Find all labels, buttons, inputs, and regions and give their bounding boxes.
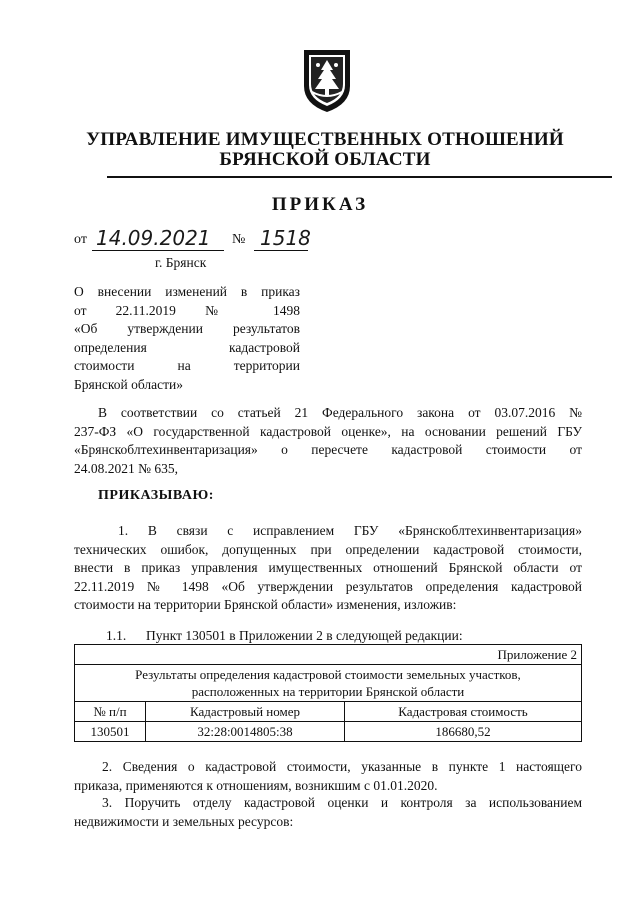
table-cell: 130501 (75, 722, 146, 742)
subject-line: Брянской области» (74, 376, 184, 392)
table-cell: 186680,52 (345, 722, 582, 742)
item-1-1-number: 1.1. (106, 628, 127, 643)
column-header: Кадастровый номер (146, 702, 345, 722)
header-divider (107, 176, 612, 178)
table-appendix-row (75, 645, 582, 665)
subject-line: стоимости на территории (74, 358, 300, 373)
handwritten-date: 14.09.2021 (96, 226, 211, 250)
preamble-line: В соответствии со статьей 21 Федерального закона от 03.07.2016 № (98, 405, 582, 420)
item-2-line: приказа, применяются к отношениям, возникшим с 01.01.2020. (74, 777, 438, 793)
subject-line: «Об утверждении результатов (74, 321, 300, 336)
item-1-line: 1. В связи с исправлением ГБУ «Брянскоблтехинвентаризация» (118, 523, 582, 538)
item-1-line: стоимости на территории Брянской области» изменения, изложив: (74, 597, 457, 612)
item-1-line: 22.11.2019 № 1498 «Об утверждении результатов определения кадастровой (74, 578, 582, 594)
organization-name-line1: УПРАВЛЕНИЕ ИМУЩЕСТВЕННЫХ ОТНОШЕНИЙ (86, 129, 564, 150)
appendix-label: Приложение 2 (75, 645, 582, 665)
column-header: № п/п (75, 702, 146, 722)
date-label: от (74, 232, 87, 247)
item-1-paragraph (74, 522, 582, 615)
table-caption-line: Результаты определения кадастровой стоимости земельных участков, (135, 667, 521, 682)
preamble-paragraph (74, 404, 582, 478)
coat-of-arms-icon (298, 46, 356, 114)
table-caption-line: расположенных на территории Брянской области (191, 684, 465, 699)
number-label: № (232, 232, 246, 247)
item-3-line: недвижимости и земельных ресурсов: (74, 813, 294, 829)
preamble-line: 24.08.2021 № 635, (74, 460, 179, 476)
order-subject (74, 283, 300, 394)
item-3-line: 3. Поручить отделу кадастровой оценки и контроля за использованием (102, 795, 582, 810)
cadastral-value-table (74, 644, 582, 742)
city: г. Брянск (155, 255, 207, 270)
item-2-line: 2. Сведения о кадастровой стоимости, указанные в пункте 1 настоящего (102, 759, 582, 774)
order-keyword: ПРИКАЗЫВАЮ: (98, 488, 214, 503)
table-row (75, 722, 582, 742)
date-underline (92, 250, 224, 251)
column-header: Кадастровая стоимость (345, 702, 582, 722)
item-1-1-text: Пункт 130501 в Приложении 2 в следующей редакции: (146, 628, 463, 643)
preamble-line: 237-ФЗ «О государственной кадастровой оценке», на основании решений ГБУ (74, 423, 582, 439)
preamble-line: «Брянскоблтехинвентаризация» о пересчете кадастровой стоимости от (74, 442, 582, 457)
organization-name-line2: БРЯНСКОЙ ОБЛАСТИ (219, 149, 431, 170)
item-1-line: внести в приказ управления имущественных отношений Брянской области от (74, 560, 582, 575)
document-type-title: ПРИКАЗ (271, 194, 369, 215)
item-3-paragraph (74, 794, 582, 831)
subject-line: определения кадастровой (74, 339, 300, 355)
item-1-1 (106, 628, 463, 644)
handwritten-number: 1518 (260, 226, 311, 250)
table-cell: 32:28:0014805:38 (146, 722, 345, 742)
subject-line: О внесении изменений в приказ (74, 284, 300, 299)
item-2-paragraph (74, 758, 582, 795)
subject-line: от 22.11.2019 № 1498 (74, 302, 300, 318)
table-caption (75, 665, 582, 702)
table-caption-row (75, 665, 582, 702)
item-1-line: технических ошибок, допущенных при определении кадастровой стоимости, (74, 541, 582, 557)
table-header-row (75, 702, 582, 722)
number-underline (254, 250, 308, 251)
